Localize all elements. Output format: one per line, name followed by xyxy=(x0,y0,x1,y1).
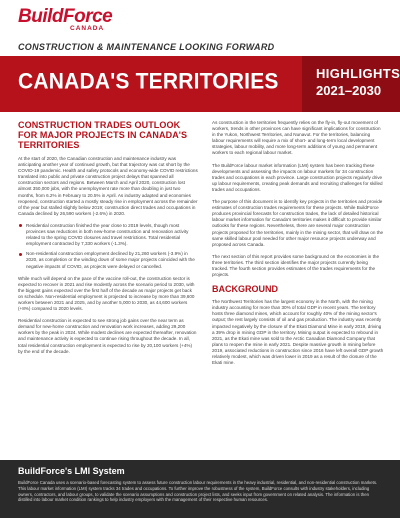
bullet-item xyxy=(18,223,198,247)
paragraph: The next section of this report provides some background on the economies in the three territories. The third section identifies the major projects currently being tracked. The fourth section provides estimates of the trades requirements for the projects. xyxy=(212,253,380,278)
footer-lmi-box xyxy=(0,460,400,518)
footer-title: BuildForce's LMI System xyxy=(18,466,125,476)
page-title: CANADA'S TERRITORIES xyxy=(18,69,279,94)
bullet-text: Non-residential construction employment declined by 21,260 workers (-3.9%) in 2020, as completion or the winding down of some major projects coincided with the negative impacts of COVID, as projects were delayed or cancelled. xyxy=(26,251,195,269)
section-heading: CONSTRUCTION TRADES OUTLOOK FOR MAJOR PROJECTS IN CANADA'S TERRITORIES xyxy=(18,120,188,150)
bullet-dot-icon xyxy=(19,224,22,227)
bullet-list xyxy=(18,223,198,270)
highlights-label: HIGHLIGHTS xyxy=(316,66,400,81)
paragraph: The BuildForce labour market information (LMI) system has been tracking these developments and assessing the impacts on labour markets for 34 construction trades and occupations in each province. Large construction projects regularly drive up labour requirements, creating peak demands and recruiting challenges for skilled trades and occupations. xyxy=(212,162,383,192)
paragraph: As construction in the territories frequently relies on the fly-in, fly-out movement of workers, trends in other provinces can have significant implications for construction in the Yukon, Northwest Territories, and Nunavut. For the territories, balancing labour requirements will require a mix of short- and long-term local development strategies, labour mobility, and more long-term additions of young and permanent workers to each regional labour market. xyxy=(212,120,381,156)
bullet-dot-icon xyxy=(19,253,22,256)
paragraph: While much will depend on the pace of the vaccine roll-out, the construction sector is expected to recover in 2021 and rise modestly across the scenario period to 2030, with the biggest gains expected over the first half of the decade as major projects get back on schedule. Non-residential employment is projected to increase by more than 39,600 workers between 2021 and 2025, and by another 5,000 to 2030, as 44,600 workers (+8%) compared to 2020 levels. xyxy=(18,275,195,312)
left-column xyxy=(18,120,198,361)
paragraph: The purpose of this document is to identify key projects in the territories and provide estimates of construction trades requirements for these projects. While BuildForce produces provincial forecasts for construction trades, the lack of detailed historical labour market information for Canada's territories makes it difficult to provide similar outlooks for these regions. Nevertheless, there are several major construction projects proposed for the territories, mainly in the mining sector, that will draw on the same skilled labour pool needed for other major resource projects underway and proposed across Canada. xyxy=(212,199,384,247)
bullet-text: Residential construction finished the year close to 2019 levels, though most provinces saw reductions in both new-home construction and renovation activity related to the spring COVID closures and travel restrictions. Total residential employment contracted by 7,330 workers (-1.3%). xyxy=(26,222,189,247)
bullet-item xyxy=(18,251,198,269)
logo-wordmark: BuildForce xyxy=(18,6,113,27)
right-column xyxy=(212,120,384,372)
highlights-years: 2021–2030 xyxy=(316,83,382,98)
paragraph: Residential construction is expected to see strong job gains over the near term as demand for new-home construction and renovation work increases, adding 29,200 workers by the peak in 2024. While modest declines are expected thereafter, renovation and maintenance activity is expected to continue rising throughout the decade. In all, total residential construction employment is expected to rise by 20,100 workers (+4%) by the end of the decade. xyxy=(18,318,197,354)
highlights-box xyxy=(302,56,400,112)
paragraph: The Northwest Territories has the largest economy in the North, with the mining industry accounting for more than 30% of total GDP in recent years. The territory hosts three diamond mines, which account for roughly 40% of the mining sector's output; the rest largely consists of oil and gas production. The industry was recently impacted negatively by the closure of the Ekati Diamond Mine in early 2019, driving a 39% drop in mining GDP in the territory. Mining output is expected to rebound in 2021, as the Ekati mine was sold to the Arctic Canadian Diamond Company that plans to reopen the mine in early 2021. Despite massive growth in mining before 2019, associated reductions in construction since 2016 have left overall GDP growth relatively modest, which was driven lower in 2019 as a result of the closure of the Ekati mine. xyxy=(212,299,384,366)
buildforce-logo xyxy=(18,6,136,36)
paragraph: At the start of 2020, the Canadian construction and maintenance industry was anticipating another year of continued growth, but that trajectory was cut short by the COVID-19 pandemic. Health and safety protocols and economy-wide COVID restrictions translated into public and private construction project delays that spanned all construction sectors and regions. Between March and April 2020, construction lost almost 350,000 jobs, with the unemployment rate more than doubling in just two months, from 6.2% in February to 20.5% in April. As industry adapted and economies reopened, construction started a mostly steady rise in employment across the remainder of the year but stalled slightly below 2019; construction direct trades and occupations in Canada declined by 26,590 workers (-2.6%) in 2020. xyxy=(18,156,198,216)
tagline: CONSTRUCTION & MAINTENANCE LOOKING FORWARD xyxy=(18,42,275,52)
footer-text: BuildForce Canada uses a scenario-based forecasting system to assess future construction labour requirements in the heavy industrial, residential, and non-residential construction markets. This labour market information (LMI) system tracks 34 trades and occupations. To further improve the robustness of the system, BuildForce consults with industry stakeholders, including owners, contractors, and labour groups, to validate the scenario assumptions and construction project lists, and seeks input from government on related analysis. The information is then distilled into labour market condition rankings to help industry employers with the management of their respective human resources. xyxy=(18,480,378,503)
background-heading: BACKGROUND xyxy=(212,284,278,295)
logo-subtitle: CANADA xyxy=(70,25,105,32)
